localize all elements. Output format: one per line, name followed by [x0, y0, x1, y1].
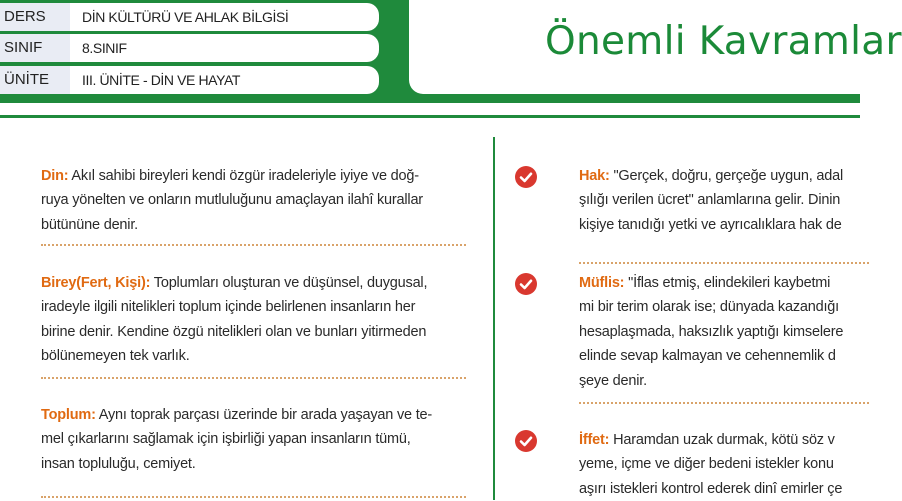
entry-line: "İflas etmiş, elindekileri kaybetmi	[628, 275, 831, 291]
entry-line: mi bir terim olarak ise; dünyada kazandığı	[579, 299, 839, 316]
entry-iffet	[579, 428, 879, 501]
entry-line: "Gerçek, doğru, gerçeğe uygun, adal	[613, 168, 843, 184]
entry-birey	[41, 271, 465, 369]
entry-toplum	[41, 403, 465, 476]
meta-row-sinif	[0, 34, 379, 62]
entry-line: mel çıkarlarını sağlamak için işbirliği yapan insanların tümü,	[41, 431, 411, 448]
entry-line: Aynı toprak parçası üzerinde bir arada yaşayan ve te-	[98, 407, 433, 423]
dotted-separator	[41, 496, 466, 498]
entry-line: şılığı verilen ücret" anlamlarına gelir. Dinin	[579, 192, 841, 209]
meta-label-unite: ÜNİTE	[0, 66, 70, 94]
title-box	[409, 0, 902, 94]
entry-line: hesaplaşmada, haksızlık yaptığı kimselere	[579, 323, 844, 340]
meta-label-ders: DERS	[0, 3, 70, 31]
dotted-separator	[41, 244, 466, 246]
term-birey: Birey(Fert, Kişi):	[41, 275, 151, 291]
meta-value-sinif: 8.SINIF	[82, 40, 127, 56]
term-din: Din:	[41, 168, 69, 184]
term-hak: Hak:	[579, 168, 610, 184]
meta-label-sinif: SINIF	[0, 34, 70, 62]
entry-line: ruya yönelten ve onların mutluluğunu amaçlayan ilahî kurallar	[41, 192, 423, 209]
term-iffet: İffet:	[579, 432, 610, 448]
entry-line: şeye denir.	[579, 372, 647, 389]
entry-line: kişiye tanıdığı yetki ve ayrıcalıklara hak de	[579, 216, 842, 233]
meta-value-ders: DİN KÜLTÜRÜ VE AHLAK BİLGİSİ	[82, 9, 289, 25]
entry-hak	[579, 164, 879, 237]
column-divider	[493, 137, 495, 500]
entry-line: Haramdan uzak durmak, kötü söz v	[613, 432, 835, 448]
header-band	[0, 0, 902, 103]
entry-line: bütününe denir.	[41, 216, 138, 233]
entry-line: iradeyle ilgili nitelikleri toplum içinde belirlenen insanların her	[41, 299, 416, 316]
entry-line: yeme, içme ve diğer bedeni istekler konu	[579, 456, 834, 473]
entry-line: birine denir. Kendine özgü nitelikleri olan ve bunları yitirmeden	[41, 323, 427, 340]
page-title: Önemli Kavramlar	[545, 19, 902, 64]
meta-row-unite	[0, 66, 379, 94]
dotted-separator	[579, 402, 869, 404]
entry-line: Akıl sahibi bireyleri kendi özgür iradeleriyle iyiye ve doğ-	[71, 168, 419, 184]
entry-line: insan topluluğu, cemiyet.	[41, 455, 196, 472]
term-toplum: Toplum:	[41, 407, 96, 423]
entry-line: Toplumları oluşturan ve düşünsel, duygusal,	[153, 275, 428, 291]
dotted-separator	[579, 262, 869, 264]
term-muflis: Müflis:	[579, 275, 625, 291]
check-circle-icon	[515, 166, 537, 188]
entry-line: elinde sevap kalmayan ve cehennemlik d	[579, 348, 836, 365]
entry-line: bölünemeyen tek varlık.	[41, 348, 190, 365]
meta-value-unite: III. ÜNİTE - DİN VE HAYAT	[82, 72, 241, 88]
header-divider-line	[0, 115, 860, 118]
dotted-separator	[41, 377, 466, 379]
check-circle-icon	[515, 430, 537, 452]
entry-line: aşırı istekleri kontrol ederek dinî emirler çe	[579, 480, 843, 497]
entry-din	[41, 164, 465, 237]
check-circle-icon	[515, 273, 537, 295]
entry-muflis	[579, 271, 879, 393]
meta-row-ders	[0, 3, 379, 31]
